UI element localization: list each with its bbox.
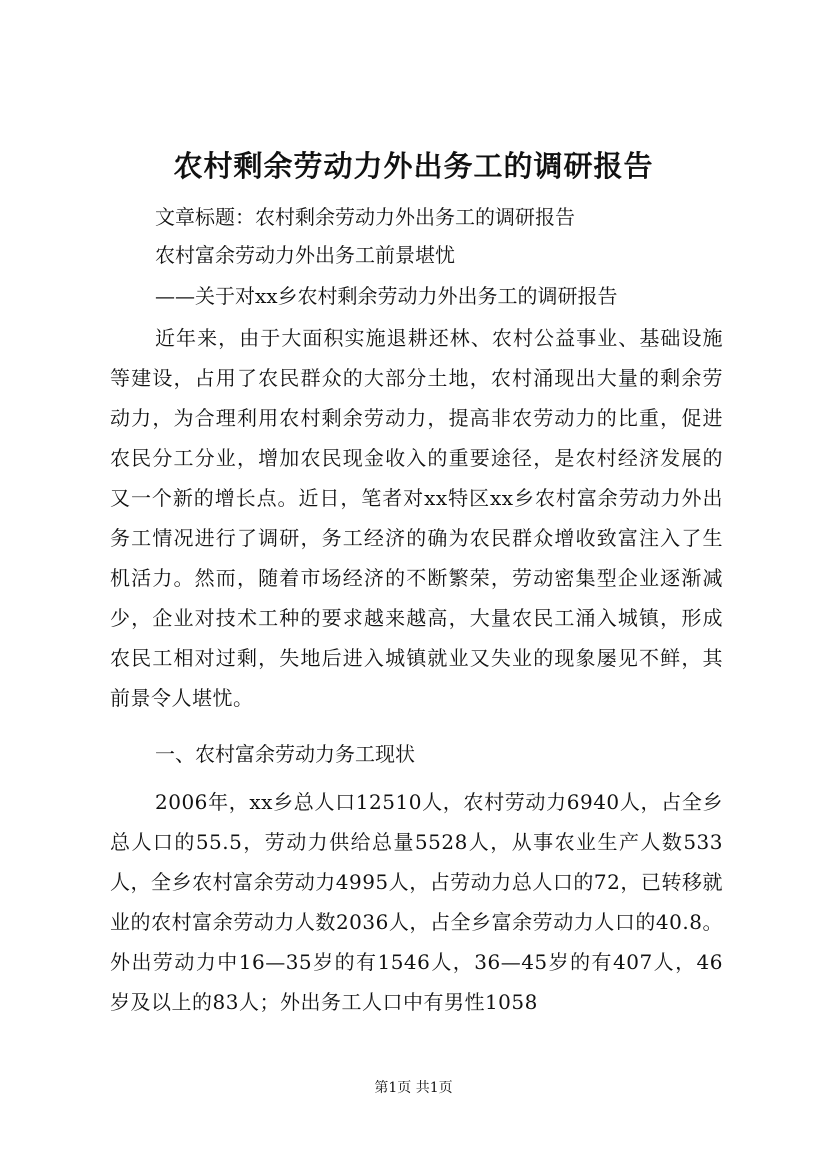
article-title-line: 文章标题：农村剩余劳动力外出务工的调研报告 bbox=[155, 205, 575, 229]
body-paragraph-1: 近年来，由于大面积实施退耕还林、农村公益事业、基础设施等建设，占用了农民群众的大部分土地，农村涌现出大量的剩余劳动力，为合理利用农村剩余劳动力，提高非农劳动力的比重，促进农民分工分业，增加农民现金收入的重要途径，是农村经济发展的又一个新的增长点。近日，笔者对xx特区xx乡农村富余劳动力外出务工情况进行了调研，务工经济的确为农民群众增收致富注入了生机活力。然而，随着市场经济的不断繁荣，劳动密集型企业逐渐减少，企业对技术工种的要求越来越高，大量农民工涌入城镇，形成农民工相对过剩，失地后进入城镇就业又失业的现象屡见不鲜，其前景令人堪忧。 bbox=[110, 326, 723, 710]
document-title: 农村剩余劳动力外出务工的调研报告 bbox=[173, 149, 654, 183]
document-subtitle: 农村富余劳动力外出务工前景堪忧 bbox=[155, 243, 455, 267]
body-paragraph-2: 2006年，xx乡总人口12510人，农村劳动力6940人，占全乡总人口的55.5，劳动力供给总量5528人，从事农业生产人数533人，全乡农村富余劳动力4995人，占劳动力总人口的72，已转移就业的农村富余劳动力人数2036人，占全乡富余劳动力人口的40.8。外出劳动力中16—35岁的有1546人，36—45岁的有407人，46岁及以上的83人；外出务工人口中有男性1058 bbox=[110, 790, 723, 1014]
section-heading: 一、农村富余劳动力务工现状 bbox=[155, 742, 415, 766]
document-subheading: ——关于对xx乡农村剩余劳动力外出务工的调研报告 bbox=[155, 284, 618, 308]
page-footer: 第1页 共1页 bbox=[374, 1080, 453, 1096]
